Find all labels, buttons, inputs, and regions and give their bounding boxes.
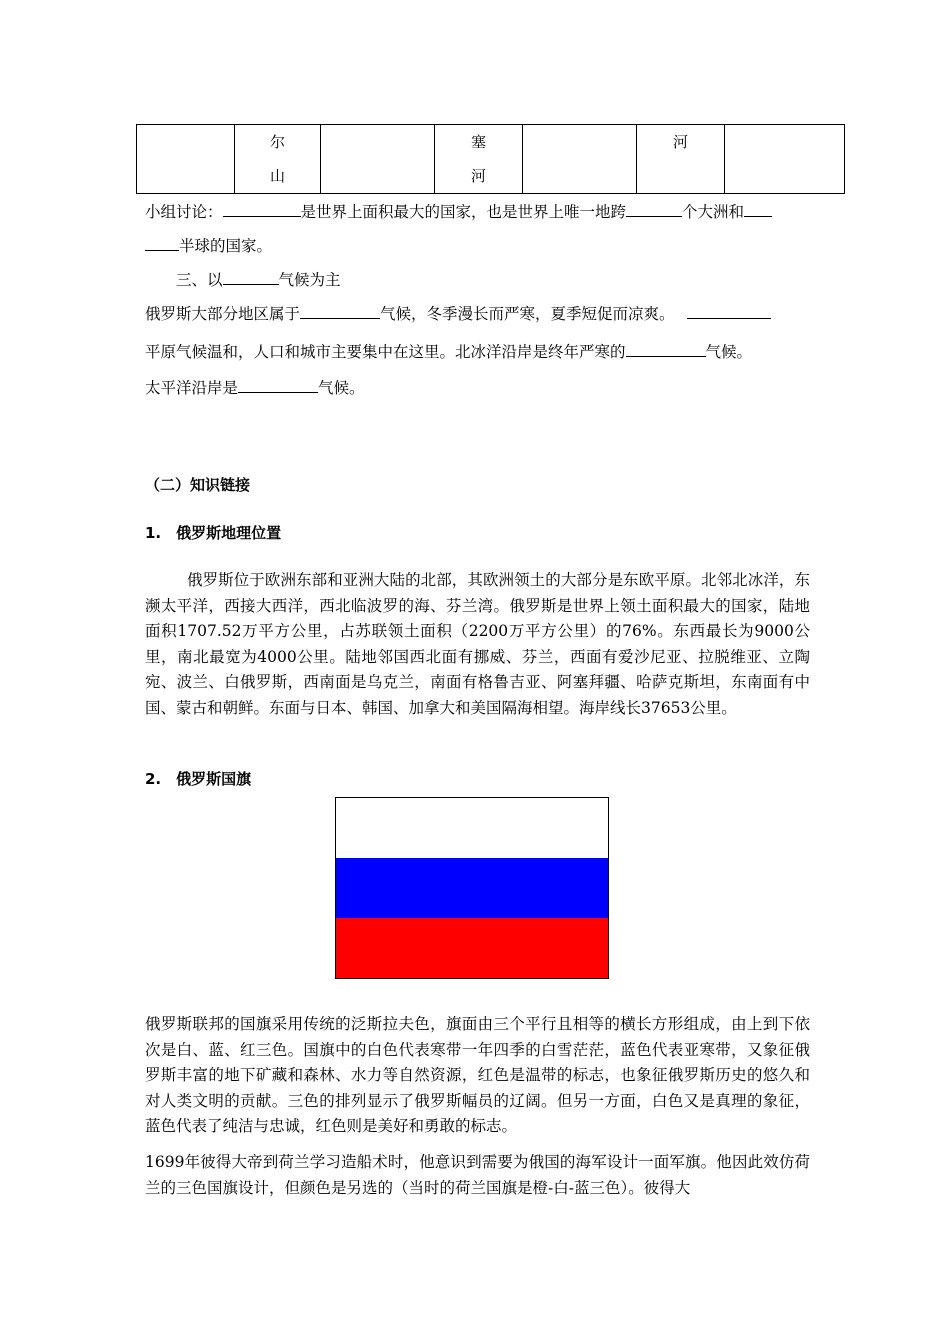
section-three: 三、以 气候为主 xyxy=(176,271,341,289)
fill-blank[interactable] xyxy=(626,202,682,217)
discussion-line-1: 小组讨论： 是世界上面积最大的国家，也是世界上唯一地跨 个大洲和 xyxy=(145,200,772,222)
table-cell xyxy=(523,125,637,194)
climate-line-3: 太平洋沿岸是 气候。 xyxy=(145,379,365,397)
flag-paragraph-2: 1699年彼得大帝到荷兰学习造船术时，他意识到需要为俄国的海军设计一面军旗。他因此效仿荷兰的三色国旗设计，但颜色是另选的（当时的荷兰国旗是橙-白-蓝三色）。彼得大 xyxy=(145,1153,810,1197)
fill-blank[interactable] xyxy=(145,236,179,251)
table-cell: 尔 山 xyxy=(235,125,321,194)
fill-blank[interactable] xyxy=(626,342,706,357)
fill-blank[interactable] xyxy=(223,270,279,285)
climate-line-2: 平原气候温和，人口和城市主要集中在这里。北冰洋沿岸是终年严寒的 气候。 xyxy=(145,343,753,361)
table-cell: 塞 河 xyxy=(435,125,523,194)
fill-blank[interactable] xyxy=(238,378,318,393)
flag-heading: 2. 俄罗斯国旗 xyxy=(145,770,252,788)
fill-blank[interactable] xyxy=(223,202,301,217)
fill-blank[interactable] xyxy=(744,202,772,217)
climate-line-1: 俄罗斯大部分地区属于 气候，冬季漫长而严寒，夏季短促而凉爽。 xyxy=(145,302,771,324)
table-cell xyxy=(137,125,235,194)
russian-flag-image xyxy=(335,797,609,979)
geography-table xyxy=(136,124,845,194)
knowledge-title: （二）知识链接 xyxy=(145,476,251,494)
table-cell xyxy=(321,125,435,194)
fill-blank[interactable] xyxy=(687,304,771,319)
flag-blue-stripe xyxy=(336,858,608,918)
discussion-line-2: 半球的国家。 xyxy=(145,234,272,256)
flag-white-stripe xyxy=(336,798,608,858)
fill-blank[interactable] xyxy=(300,304,380,319)
flag-paragraph-1: 俄罗斯联邦的国旗采用传统的泛斯拉夫色，旗面由三个平行且相等的横长方形组成，由上到下依次是白、蓝、红三色。国旗中的白色代表寒带一年四季的白雪茫茫，蓝色代表亚寒带，又象征俄罗斯丰富的地下矿藏和森林、水力等自然资源，红色是温带的标志，也象征俄罗斯历史的悠久和对人类文明的贡献。三色的排列显示了俄罗斯幅员的辽阔。但另一方面，白色又是真理的象征，蓝色代表了纯洁与忠诚，红色则是美好和勇敢的标志。 xyxy=(145,1015,810,1136)
table-cell: 河 xyxy=(637,125,725,194)
table-cell xyxy=(725,125,845,194)
flag-red-stripe xyxy=(336,918,608,978)
geo-paragraph: 俄罗斯位于欧洲东部和亚洲大陆的北部，其欧洲领土的大部分是东欧平原。北邻北冰洋，东濒太平洋，西接大西洋，西北临波罗的海、芬兰湾。俄罗斯是世界上领土面积最大的国家，陆地面积1707.52万平方公里，占苏联领土面积（2200万平方公里）的76%。东西最长为9000公里，南北最宽为4000公里。陆地邻国西北面有挪威、芬兰，西面有爱沙尼亚、拉脱维亚、立陶宛、波兰、白俄罗斯，西南面是乌克兰，南面有格鲁吉亚、阿塞拜疆、哈萨克斯坦，东南面有中国、蒙古和朝鲜。东面与日本、韩国、加拿大和美国隔海相望。海岸线长37653公里。 xyxy=(145,571,810,717)
geo-heading: 1. 俄罗斯地理位置 xyxy=(145,524,282,542)
table-row xyxy=(137,125,845,194)
